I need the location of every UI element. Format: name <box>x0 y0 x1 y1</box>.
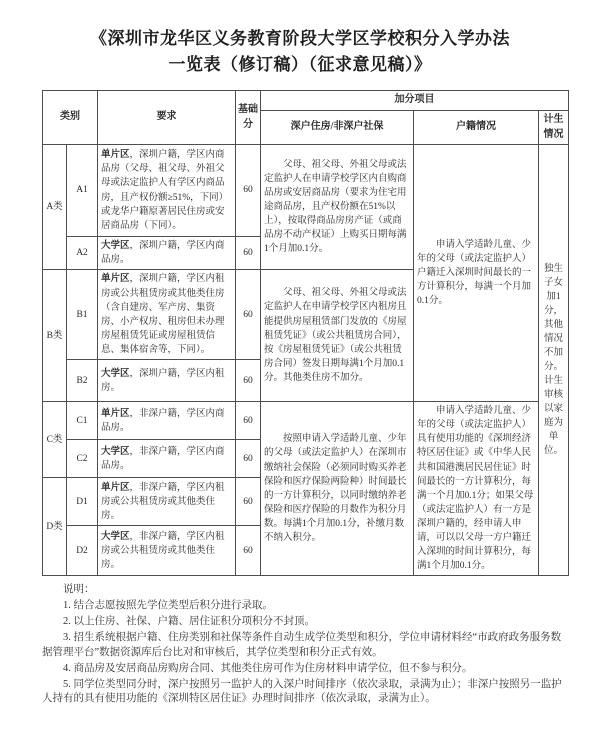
base-score-d2: 60 <box>236 526 261 576</box>
class-label-d: D类 <box>43 478 67 576</box>
requirement-text: ，深圳户籍，学区内商品房。 <box>101 241 225 266</box>
class-label-a: A类 <box>43 145 67 270</box>
note-item-1: 1. 结合志愿按照先学位类型后积分进行录取。 <box>63 600 273 611</box>
requirement-prefix: 单片区 <box>101 274 130 285</box>
requirement-prefix: 大学区 <box>101 446 130 457</box>
header-bonus-hukou: 户籍情况 <box>414 111 539 145</box>
family-planning-cell: 独生子女加1分，其他情况不加分。计生审核以家庭为单位。 <box>539 145 569 576</box>
class-label-c: C类 <box>43 402 67 478</box>
note-item-3: 3. 招生系统根据户籍、住房类别和社保等条件自动生成学位类型和积分，学位申请材料经“市政府政务服务数据管理平台”数据资源库后台比对和审核后，其学位类型和积分正式有效。 <box>42 631 562 658</box>
class-label-b: B类 <box>43 270 67 402</box>
sub-code-a1: A1 <box>67 145 98 237</box>
requirement-text: ，非深户籍，学区内租房或公共租赁房或其他类住房。 <box>101 531 225 570</box>
bonus-housing-cell-a: 父母、祖父母、外祖父母或法定监护人在申请学校学区内自购商品房或安居商品房（要求为住宅用途商品房，且产权份额在51%以上），按取得商品房房产证（或商品房不动产权证）上购买日期每满1个月加0.1分。 <box>261 145 414 270</box>
requirement-cell-c2 <box>98 440 236 478</box>
sub-code-b2: B2 <box>67 360 98 402</box>
notes-label: 说明： <box>63 584 95 596</box>
requirement-prefix: 大学区 <box>101 241 130 251</box>
requirement-cell-b2 <box>98 360 236 402</box>
header-row-1 <box>43 91 569 111</box>
note-item-2: 2. 以上住房、社保、户籍、居住证积分项积分不封顶。 <box>63 615 315 627</box>
requirement-prefix: 大学区 <box>101 531 130 542</box>
base-score-d1: 60 <box>236 478 261 526</box>
notes-section <box>42 583 568 707</box>
header-base-score: 基础分 <box>236 91 261 145</box>
sub-code-d1: D1 <box>67 478 98 526</box>
requirement-prefix: 大学区 <box>101 368 130 379</box>
requirement-cell-d2 <box>98 526 236 576</box>
table-row-c1 <box>43 402 569 440</box>
requirement-text: ，深圳户籍，学区内商品房（父母、祖父母、外祖父母或法定监护人有学区内商品房，且产权份额≥51%，下同）或龙华户籍原著居民住房或安居商品房（下同）。 <box>101 150 229 231</box>
bonus-hukou-cell-cd: 申请入学适龄儿童、少年的父母（或法定监护人）具有使用功能的《深圳经济特区居住证》或《中华人民共和国港澳居民居住证》时间最长的一方计算积分，每满一个月加0.1分；如果父母（或法定监护人）有一方是深圳户籍的，经申请人申请，可以以父母一方户籍迁入深圳的时间计算积分，每满1个月加0.1分。 <box>414 402 539 576</box>
policy-table <box>42 90 569 576</box>
requirement-text: ，非深户籍，学区内租房或公共租赁房或其他类住房。 <box>101 482 225 521</box>
table-row-a1 <box>43 145 569 237</box>
header-bonus-group: 加分项目 <box>261 91 569 111</box>
sub-code-a2: A2 <box>67 237 98 270</box>
bonus-hukou-cell-ab: 申请入学适龄儿童、少年的父母（或法定监护人）户籍迁入深圳时间最长的一方计算积分，每满一个月加0.1分。 <box>414 145 539 402</box>
requirement-cell-a1 <box>98 145 236 237</box>
page-title: 《深圳市龙华区义务教育阶段大学区学校积分入学办法一览表（修订稿）（征求意见稿）》 <box>90 29 510 74</box>
sub-code-c2: C2 <box>67 440 98 478</box>
base-score-b1: 60 <box>236 270 261 360</box>
note-item-4: 4. 商品房及安居商品房购房合同、其他类住房可作为住房材料申请学位，但不参与积分。 <box>63 662 473 674</box>
document-page <box>0 26 600 753</box>
header-category: 类别 <box>43 91 98 145</box>
requirement-prefix: 单片区 <box>101 408 130 419</box>
requirement-text: ，非深户籍，学区内商品房。 <box>101 446 225 471</box>
requirement-cell-a2 <box>98 237 236 270</box>
base-score-a2: 60 <box>236 237 261 270</box>
requirement-prefix: 单片区 <box>101 150 130 161</box>
requirement-cell-b1 <box>98 270 236 360</box>
requirement-prefix: 单片区 <box>101 482 130 493</box>
sub-code-c1: C1 <box>67 402 98 440</box>
requirement-cell-c1 <box>98 402 236 440</box>
header-family-planning: 计生情况 <box>539 111 569 145</box>
base-score-a1: 60 <box>236 145 261 237</box>
sub-code-d2: D2 <box>67 526 98 576</box>
requirement-text: ，深圳户籍，学区内租房或公共租赁房或其他类住房（含自建房、军产房、集资房、小产权房、租房但未办理房屋租赁凭证或房屋租赁信息、集体宿舍等，下同）。 <box>101 274 225 355</box>
note-item-5: 5. 同学位类型同分时，深户按照另一监护人的入深户时间排序（依次录取，录满为止）；非深户按照另一监护人持有的具有使用功能的《深圳特区居住证》办理时间排序（依次录取，录满为止）。 <box>42 678 562 705</box>
bonus-social-cell-cd: 按照申请入学适龄儿童、少年的父母（或法定监护人）在深圳市缴纳社会保险（必须同时购买养老保险和医疗保险两险种）时间最长的一方计算积分，以同时缴纳养老保险和医疗保险的月数作为积分月数。每满1个月加0.1分，补缴月数不纳入积分。 <box>261 402 414 576</box>
base-score-c2: 60 <box>236 440 261 478</box>
bonus-housing-cell-b: 父母、祖父母、外祖父母或法定监护人在申请学校学区内租房且能提供房屋租赁部门发放的《房屋租赁凭证》（或公共租赁房合同），按《房屋租赁凭证》（或公共租赁房合同）签发日期每满1个月加0.1分。其他类住房不加分。 <box>261 270 414 402</box>
requirement-text: ，深圳户籍，学区内租房。 <box>101 368 225 393</box>
requirement-text: ，非深户籍，学区内商品房。 <box>101 408 225 433</box>
requirement-cell-d1 <box>98 478 236 526</box>
header-requirement: 要求 <box>98 91 236 145</box>
base-score-b2: 60 <box>236 360 261 402</box>
header-bonus-housing: 深户住房/非深户社保 <box>261 111 414 145</box>
sub-code-b1: B1 <box>67 270 98 360</box>
base-score-c1: 60 <box>236 402 261 440</box>
